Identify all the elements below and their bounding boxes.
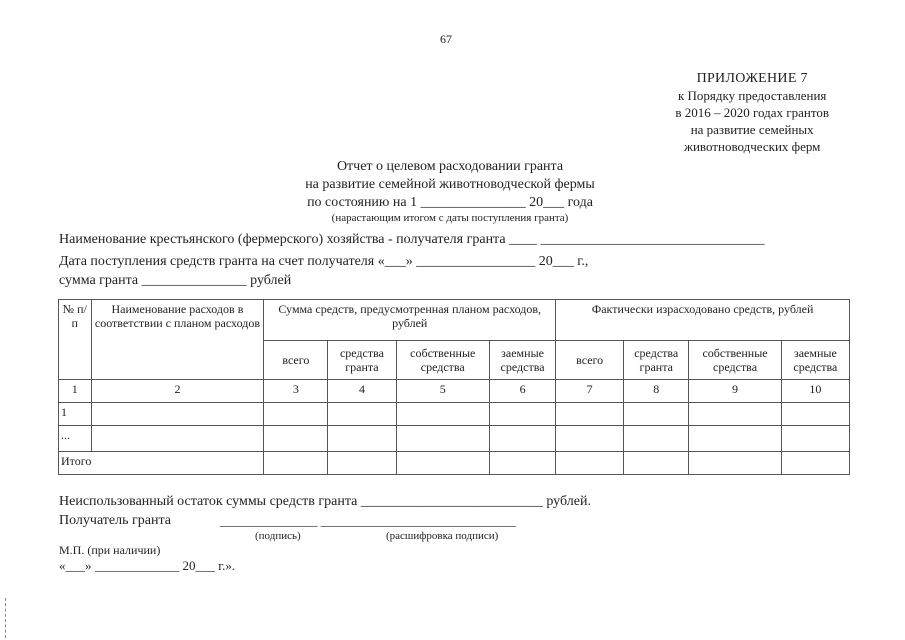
recipient-label: Получатель гранта bbox=[59, 513, 171, 528]
appendix-title: ПРИЛОЖЕНИЕ 7 bbox=[696, 71, 808, 86]
table-cell bbox=[396, 426, 490, 452]
table-cell bbox=[91, 403, 264, 426]
report-title-line: на развитие семейной животноводческой фермы bbox=[305, 177, 595, 192]
column-number: 2 bbox=[91, 380, 264, 403]
column-number: 3 bbox=[264, 380, 328, 403]
header-no: № п/п bbox=[59, 300, 92, 380]
header-expense-name: Наименование расходов в соответствии с планом расходов bbox=[91, 300, 264, 380]
table-cell bbox=[490, 403, 556, 426]
table-row bbox=[59, 426, 850, 452]
header-planned-own: собственные средства bbox=[396, 341, 490, 380]
table-cell bbox=[781, 452, 849, 475]
report-title-line: по состоянию на 1 _______________ 20___ года bbox=[307, 195, 593, 210]
table-cell bbox=[264, 452, 328, 475]
header-actual-grant: средства гранта bbox=[624, 341, 689, 380]
table-cell bbox=[624, 403, 689, 426]
header-actual-group: Фактически израсходовано средств, рублей bbox=[556, 300, 850, 341]
table-cell bbox=[490, 452, 556, 475]
header-actual-own: собственные средства bbox=[689, 341, 782, 380]
appendix-line: на развитие семейных bbox=[690, 122, 814, 137]
table-cell bbox=[490, 426, 556, 452]
row-number: ... bbox=[59, 426, 92, 452]
table-cell bbox=[328, 452, 396, 475]
table-cell bbox=[328, 426, 396, 452]
header-planned-total: всего bbox=[264, 341, 328, 380]
table-row-total bbox=[59, 452, 850, 475]
appendix-line: к Порядку предоставления bbox=[677, 88, 827, 103]
signature-decode-label: (расшифровка подписи) bbox=[386, 530, 499, 542]
column-number: 7 bbox=[556, 380, 624, 403]
table-cell bbox=[396, 403, 490, 426]
table-cell bbox=[781, 426, 849, 452]
receipt-date-field: Дата поступления средств гранта на счет получателя «___» _________________ 20___ г., bbox=[59, 254, 589, 269]
margin-mark bbox=[5, 598, 7, 638]
header-actual-total: всего bbox=[556, 341, 624, 380]
header-actual-loan: заемные средства bbox=[781, 341, 849, 380]
column-number: 10 bbox=[781, 380, 849, 403]
page-number: 67 bbox=[440, 32, 452, 46]
grant-sum-field: сумма гранта _______________ рублей bbox=[59, 273, 292, 288]
table-cell bbox=[624, 452, 689, 475]
column-number: 6 bbox=[490, 380, 556, 403]
expense-table bbox=[58, 299, 850, 475]
table-cell bbox=[689, 452, 782, 475]
header-planned-loan: заемные средства bbox=[490, 341, 556, 380]
table-cell bbox=[781, 403, 849, 426]
table-cell bbox=[689, 426, 782, 452]
remainder-line: Неиспользованный остаток суммы средств гранта __________________________ рублей. bbox=[59, 494, 591, 509]
farm-name-field: Наименование крестьянского (фермерского) хозяйства - получателя гранта ____ ________________________________ bbox=[59, 232, 765, 247]
total-label: Итого bbox=[59, 452, 264, 475]
column-number: 9 bbox=[689, 380, 782, 403]
appendix-line: животноводческих ферм bbox=[683, 139, 821, 154]
row-number: 1 bbox=[59, 403, 92, 426]
table-row bbox=[59, 403, 850, 426]
table-cell bbox=[689, 403, 782, 426]
stamp-label: М.П. (при наличии) bbox=[59, 543, 161, 557]
date-line: «___» _____________ 20___ г.». bbox=[59, 558, 236, 573]
report-title bbox=[250, 158, 650, 225]
table-cell bbox=[328, 403, 396, 426]
report-title-line: Отчет о целевом расходовании гранта bbox=[336, 159, 564, 174]
column-number: 1 bbox=[59, 380, 92, 403]
column-number: 4 bbox=[328, 380, 396, 403]
signature-label: (подпись) bbox=[255, 530, 301, 542]
header-planned-group: Сумма средств, предусмотренная планом расходов, рублей bbox=[264, 300, 556, 341]
appendix-header bbox=[675, 70, 829, 155]
table-cell bbox=[556, 403, 624, 426]
table-cell bbox=[264, 426, 328, 452]
column-number: 8 bbox=[624, 380, 689, 403]
table-cell bbox=[264, 403, 328, 426]
report-title-note: (нарастающим итогом с даты поступления гранта) bbox=[331, 212, 569, 224]
table-cell bbox=[556, 452, 624, 475]
table-cell bbox=[556, 426, 624, 452]
recipient-signature-lines: _______________ ______________________________ bbox=[220, 513, 516, 528]
table-cell bbox=[396, 452, 490, 475]
table-cell bbox=[91, 426, 264, 452]
table-cell bbox=[624, 426, 689, 452]
column-number: 5 bbox=[396, 380, 490, 403]
header-planned-grant: средства гранта bbox=[328, 341, 396, 380]
appendix-line: в 2016 – 2020 годах грантов bbox=[675, 105, 829, 120]
